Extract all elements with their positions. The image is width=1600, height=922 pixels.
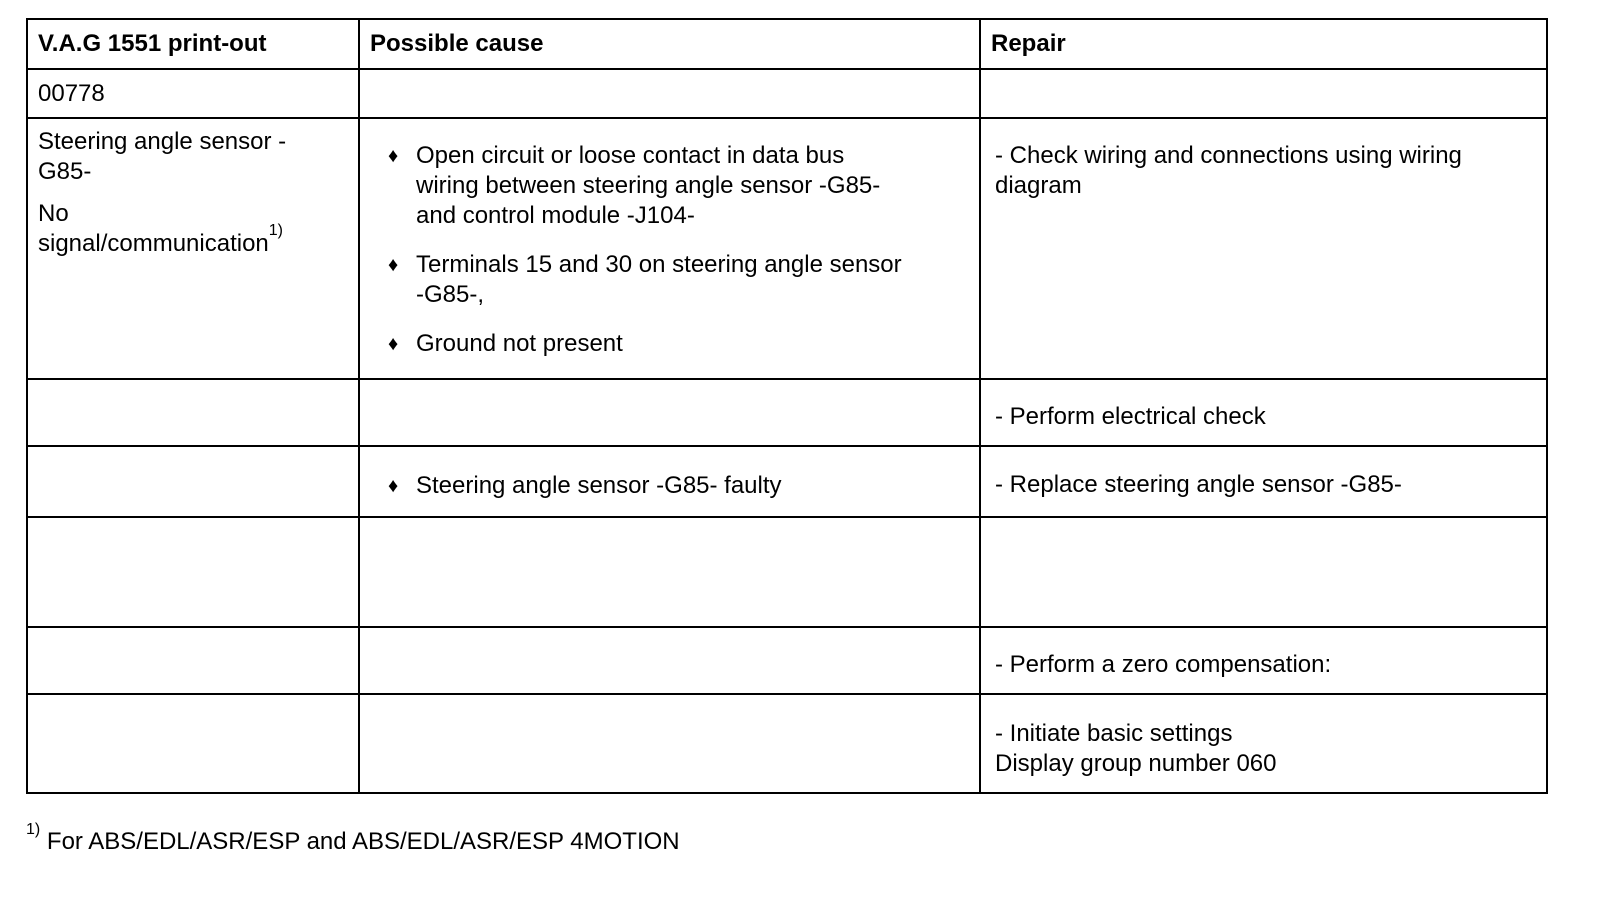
header-row: [27, 19, 1547, 69]
table-row: [27, 627, 1547, 694]
repair-basic: - Initiate basic settings Display group number 060: [980, 694, 1547, 793]
fault-table: [26, 18, 1548, 794]
cause-item: ♦ Steering angle sensor -G85- faulty: [388, 471, 782, 499]
empty-cell: [27, 517, 359, 627]
fault-description: [27, 118, 359, 379]
empty-cell: [359, 627, 980, 694]
fault-text: signal/communication$^{1)}$: [38, 222, 284, 257]
header-printout: V.A.G 1551 print-out: [27, 19, 359, 69]
cause-item: ♦ Terminals 15 and 30 on steering angle sensor -G85-,: [388, 251, 902, 308]
footnote: [26, 821, 680, 856]
diamond-bullet-icon: ♦: [388, 145, 399, 167]
diamond-bullet-icon: ♦: [388, 474, 399, 497]
empty-cell: [359, 379, 980, 446]
footnote-text: For ABS/EDL/ASR/ESP and ABS/EDL/ASR/ESP 4MOTION: [40, 828, 680, 855]
empty-cell: [27, 627, 359, 694]
table-row: [27, 379, 1547, 446]
empty-cell: [27, 446, 359, 517]
fault-text: G85-: [38, 158, 92, 185]
diamond-bullet-icon: ♦: [388, 333, 399, 355]
empty-cell: [359, 517, 980, 627]
empty-cell: [980, 69, 1547, 118]
footnote-mark: 1): [26, 821, 41, 838]
repair-wiring: - Check wiring and connections using wiring diagram: [980, 118, 1547, 379]
repair-electrical: - Perform electrical check: [980, 379, 1547, 446]
repair-zero: - Perform a zero compensation:: [980, 627, 1547, 694]
fault-text: No: [38, 200, 69, 227]
empty-cell: [359, 694, 980, 793]
possible-causes: [359, 118, 980, 379]
table-row: [27, 694, 1547, 793]
header-repair: Repair: [980, 19, 1547, 69]
table-row: [27, 118, 1547, 379]
empty-cell: [359, 69, 980, 118]
empty-cell: [27, 379, 359, 446]
table-row: [27, 446, 1547, 517]
fault-code: 00778: [27, 69, 359, 118]
empty-cell: [27, 694, 359, 793]
diamond-bullet-icon: ♦: [388, 254, 399, 276]
table-row: [27, 69, 1547, 118]
cause-item: ♦ Open circuit or loose contact in data bus wiring between steering angle sensor -G85- and control module -J104-: [388, 142, 881, 229]
repair-replace: - Replace steering angle sensor -G85-: [980, 446, 1547, 517]
footnote-ref: 1): [268, 222, 284, 239]
cause-item: ♦ Ground not present: [388, 330, 623, 357]
empty-cell: [980, 517, 1547, 627]
table-row: [27, 517, 1547, 627]
header-cause: Possible cause: [359, 19, 980, 69]
cause-faulty: [359, 446, 980, 517]
fault-text: Steering angle sensor -: [38, 128, 287, 155]
